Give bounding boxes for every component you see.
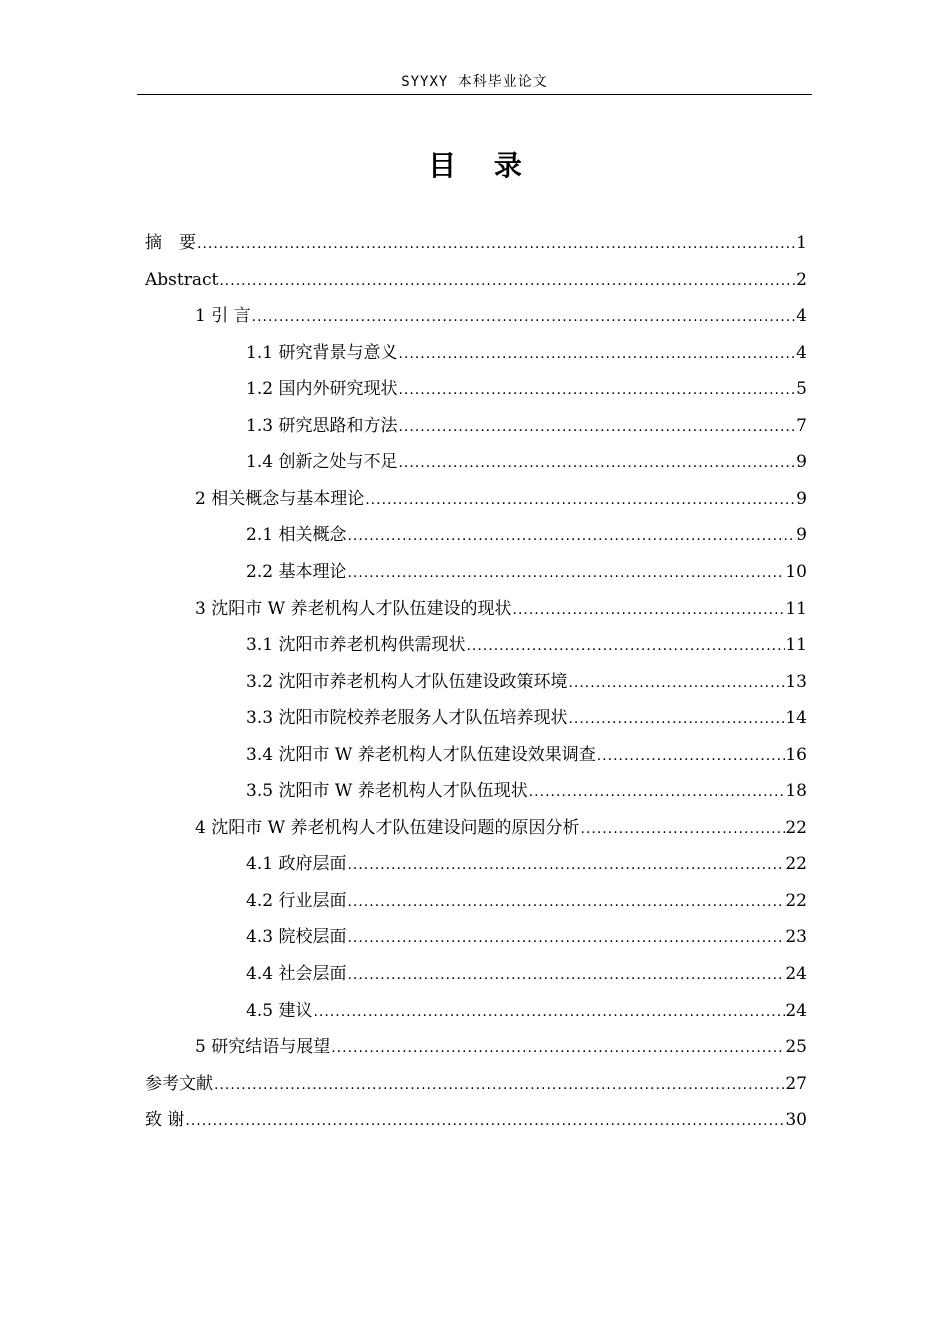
toc-entry-page-number: 24 [785, 1000, 807, 1021]
running-header-text: SYYXY 本科毕业论文 [401, 74, 548, 90]
toc-entry-page-number: 4 [796, 342, 807, 363]
toc-entry-label: 1.3 研究思路和方法 [246, 415, 398, 436]
toc-dot-leader [397, 339, 796, 369]
toc-entry[interactable] [145, 1105, 807, 1135]
toc-entry[interactable] [246, 447, 807, 477]
toc-entry[interactable] [246, 703, 807, 733]
toc-entry[interactable] [246, 630, 807, 660]
toc-entry-label: 4.2 行业层面 [246, 890, 347, 911]
toc-entry-page-number: 5 [796, 379, 807, 400]
toc-dot-leader [397, 448, 796, 478]
toc-entry-label: 4.5 建议 [246, 1000, 313, 1021]
toc-entry[interactable] [246, 776, 807, 806]
toc-dot-leader [397, 375, 796, 405]
toc-entry-page-number: 30 [785, 1110, 807, 1131]
toc-dot-leader [251, 302, 797, 332]
toc-entry-page-number: 9 [796, 452, 807, 473]
toc-dot-leader [346, 887, 785, 917]
toc-dot-leader [346, 960, 785, 990]
toc-dot-leader [346, 521, 796, 551]
toc-entry-page-number: 9 [796, 525, 807, 546]
toc-entry-label: 5 研究结语与展望 [195, 1037, 331, 1058]
toc-entry-label: 2.2 基本理论 [246, 561, 347, 582]
toc-dot-leader [346, 923, 785, 953]
toc-entry[interactable] [246, 520, 807, 550]
toc-entry[interactable] [195, 594, 807, 624]
toc-entry-page-number: 24 [785, 964, 807, 984]
toc-entry[interactable] [195, 484, 807, 514]
toc-entry[interactable] [195, 813, 807, 843]
toc-dot-leader [184, 1106, 785, 1136]
toc-entry-page-number: 1 [796, 233, 807, 253]
toc-entry-label: 摘 要 [145, 233, 196, 253]
toc-entry[interactable] [246, 849, 807, 879]
toc-dot-leader [567, 668, 785, 698]
toc-entry[interactable] [246, 740, 807, 770]
toc-entry[interactable] [145, 265, 807, 295]
toc-entry-page-number: 4 [796, 306, 807, 327]
toc-entry-page-number: 14 [785, 708, 807, 729]
toc-entry-page-number: 22 [785, 817, 807, 838]
toc-entry-label: 3 沈阳市 W 养老机构人才队伍建设的现状 [195, 598, 512, 619]
toc-entry-label: 3.5 沈阳市 W 养老机构人才队伍现状 [246, 781, 528, 802]
toc-dot-leader [312, 997, 785, 1027]
toc-entry-page-number: 11 [785, 598, 807, 619]
toc-entry-label: 4.3 院校层面 [246, 927, 347, 948]
toc-entry-label: 参考文献 [145, 1073, 213, 1094]
toc-dot-leader [512, 595, 786, 625]
toc-dot-leader [330, 1033, 785, 1063]
toc-entry[interactable] [246, 667, 807, 697]
toc-entry[interactable] [246, 374, 807, 404]
toc-entry-page-number: 2 [796, 269, 807, 290]
toc-entry-label: 致 谢 [145, 1110, 185, 1131]
toc-entry-label: 4.4 社会层面 [246, 964, 347, 984]
toc-entry-page-number: 27 [785, 1073, 807, 1094]
toc-entry-label: 3.1 沈阳市养老机构供需现状 [246, 635, 466, 656]
toc-entry-label: 3.4 沈阳市 W 养老机构人才队伍建设效果调查 [246, 744, 596, 765]
toc-entry[interactable] [246, 959, 807, 989]
toc-entry-label: 1.2 国内外研究现状 [246, 379, 398, 400]
toc-entry-page-number: 11 [785, 635, 807, 656]
toc-entry[interactable] [246, 338, 807, 368]
toc-entry[interactable] [246, 411, 807, 441]
toc-dot-leader [364, 485, 796, 515]
toc-dot-leader [567, 704, 785, 734]
toc-entry-page-number: 18 [785, 781, 807, 802]
toc-entry-page-number: 25 [785, 1037, 807, 1058]
toc-entry[interactable] [246, 557, 807, 587]
toc-entry-page-number: 23 [785, 927, 807, 948]
toc-entry-label: 3.2 沈阳市养老机构人才队伍建设政策环境 [246, 671, 568, 692]
toc-entry-label: 2.1 相关概念 [246, 525, 347, 546]
toc-dot-leader [528, 777, 786, 807]
toc-entry-page-number: 13 [785, 671, 807, 692]
toc-entry[interactable] [246, 922, 807, 952]
toc-entry[interactable] [145, 228, 807, 258]
toc-entry-page-number: 7 [796, 415, 807, 436]
toc-dot-leader [346, 850, 785, 880]
toc-dot-leader [218, 266, 796, 296]
toc-entry-page-number: 9 [796, 488, 807, 509]
running-header [137, 72, 812, 95]
toc-entry-label: Abstract [145, 269, 219, 290]
toc-entry-label: 2 相关概念与基本理论 [195, 488, 365, 509]
toc-entry[interactable] [246, 886, 807, 916]
toc-entry-label: 4 沈阳市 W 养老机构人才队伍建设问题的原因分析 [195, 817, 580, 838]
toc-dot-leader [397, 412, 796, 442]
toc-dot-leader [465, 631, 785, 661]
toc-entry-label: 1.1 研究背景与意义 [246, 342, 398, 363]
toc-entry-label: 1 引 言 [195, 306, 251, 327]
toc-dot-leader [196, 229, 796, 259]
toc-dot-leader [580, 814, 786, 844]
toc-title: 目 录 [428, 149, 536, 182]
toc-dot-leader [596, 741, 786, 771]
toc-entry-label: 3.3 沈阳市院校养老服务人才队伍培养现状 [246, 708, 568, 729]
toc-entry-page-number: 10 [785, 561, 807, 582]
toc-entry[interactable] [246, 996, 807, 1026]
toc-dot-leader [213, 1070, 785, 1100]
toc-entry[interactable] [145, 1069, 807, 1099]
toc-entry[interactable] [195, 1032, 807, 1062]
toc-entry-page-number: 22 [785, 890, 807, 911]
toc-entry[interactable] [195, 301, 807, 331]
toc-dot-leader [346, 558, 785, 588]
toc-entry-label: 4.1 政府层面 [246, 854, 347, 875]
toc-entry-page-number: 22 [785, 854, 807, 875]
toc-entry-page-number: 16 [785, 744, 807, 765]
toc-entry-label: 1.4 创新之处与不足 [246, 452, 398, 473]
